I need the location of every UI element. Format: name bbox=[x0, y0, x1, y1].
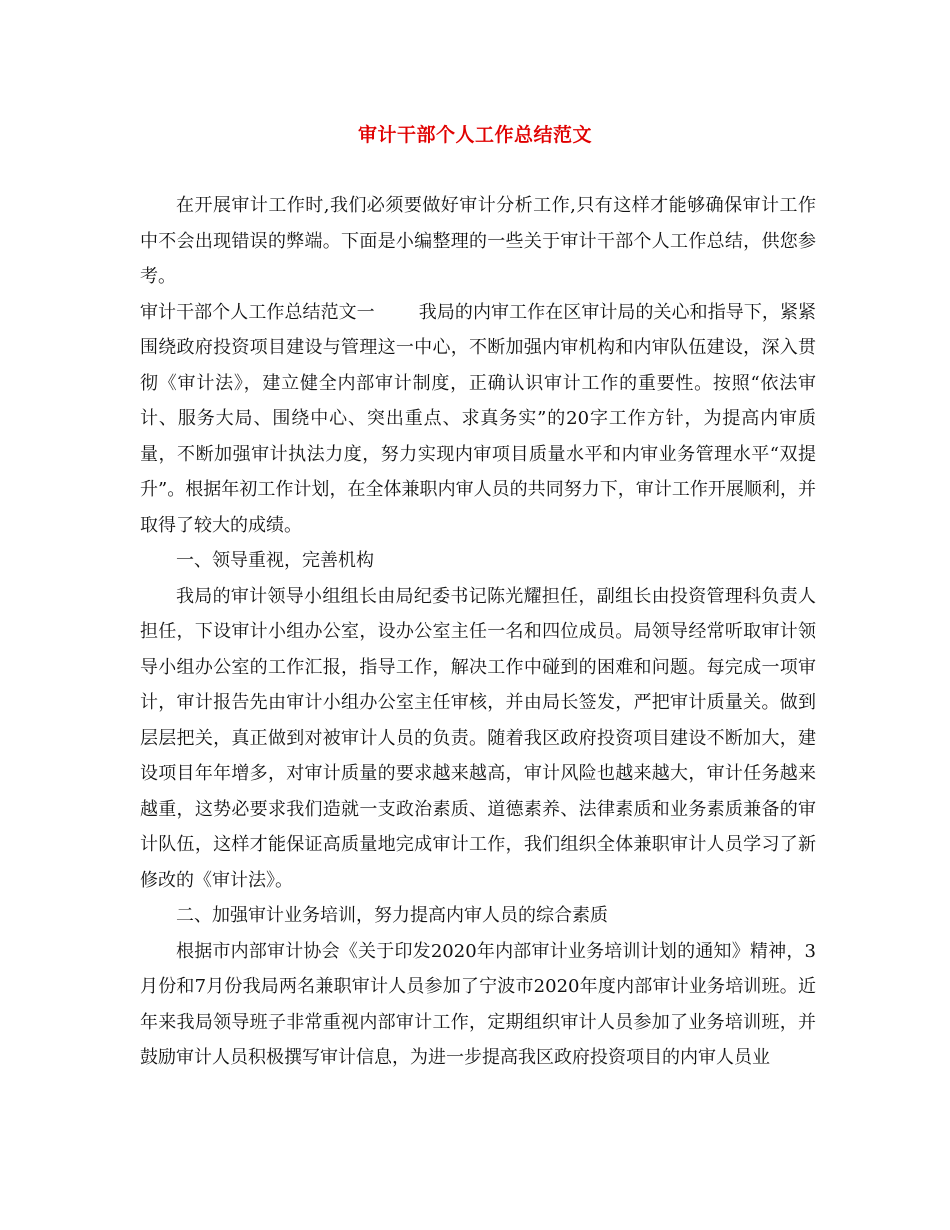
document-body bbox=[140, 188, 816, 1076]
section1-heading: 审计干部个人工作总结范文一 bbox=[140, 301, 375, 323]
part2-heading: 二、加强审计业务培训，努力提高内审人员的综合素质 bbox=[176, 905, 608, 926]
part1-heading: 一、领导重视，完善机构 bbox=[176, 550, 374, 571]
section1-paragraph bbox=[140, 295, 816, 544]
part2-paragraph: 根据市内部审计协会《关于印发2020年内部审计业务培训计划的通知》精神，3月份和7月份我局两名兼职审计人员参加了宁波市2020年度内部审计业务培训班。近年来我局领导班子非常重视内部审计工作，定期组织审计人员参加了业务培训班，并鼓励审计人员积极撰写审计信息，为进一步提高我区政府投资项目的内审人员业 bbox=[140, 940, 816, 1068]
section1-text: 我局的内审工作在区审计局的关心和指导下，紧紧围绕政府投资项目建设与管理这一中心，不断加强内审机构和内审队伍建设，深入贯彻《审计法》，建立健全内部审计制度，正确认识审计工作的重要性。按照“依法审计、服务大局、围绕中心、突出重点、求真务实”的20字工作方针，为提高内审质量，不断加强审计执法力度，努力实现内审项目质量水平和内审业务管理水平“双提升”。根据年初工作计划，在全体兼职内审人员的共同努力下，审计工作开展顺利，并取得了较大的成绩。 bbox=[140, 301, 817, 536]
intro-paragraph: 在开展审计工作时,我们必须要做好审计分析工作,只有这样才能够确保审计工作中不会出现错误的弊端。下面是小编整理的一些关于审计干部个人工作总结，供您参考。 bbox=[140, 195, 816, 287]
part1-paragraph: 我局的审计领导小组组长由局纪委书记陈光耀担任，副组长由投资管理科负责人担任，下设审计小组办公室，设办公室主任一名和四位成员。局领导经常听取审计领导小组办公室的工作汇报，指导工作，解决工作中碰到的困难和问题。每完成一项审计，审计报告先由审计小组办公室主任审核，并由局长签发，严把审计质量关。做到层层把关，真正做到对被审计人员的负责。随着我区政府投资项目建设不断加大，建设项目年年增多，对审计质量的要求越来越高，审计风险也越来越大，审计任务越来越重，这势必要求我们造就一支政治素质、道德素养、法律素质和业务素质兼备的审计队伍，这样才能保证高质量地完成审计工作，我们组织全体兼职审计人员学习了新修改的《审计法》。 bbox=[140, 585, 816, 891]
document-title: 审计干部个人工作总结范文 bbox=[357, 124, 592, 146]
